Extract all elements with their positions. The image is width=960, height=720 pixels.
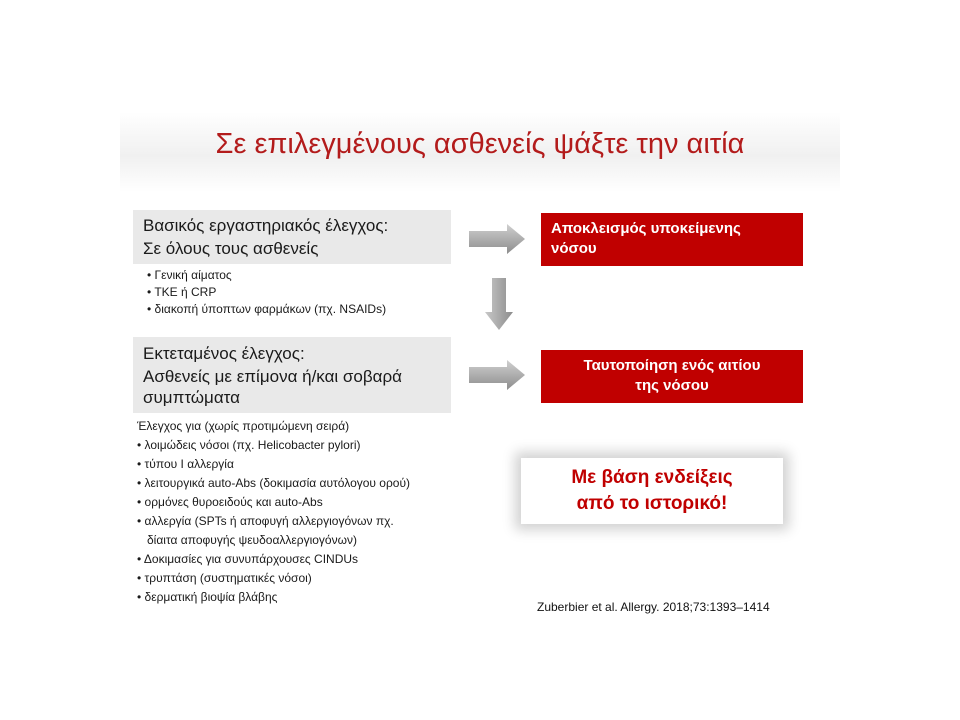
list-item: • ορμόνες θυροειδούς και auto-Abs (137, 493, 497, 512)
list-item: • TKE ή CRP (147, 284, 386, 301)
extended-testing-list (137, 417, 497, 607)
list-item: • τύπου I αλλεργία (137, 455, 497, 474)
extended-testing-subtitle (143, 366, 402, 408)
basic-result-line1: Αποκλεισμός υποκείμενης (551, 220, 741, 237)
list-intro: Έλεγχος για (χωρίς προτιμώμενη σειρά) (137, 419, 350, 433)
extended-result-line1: Ταυτοποίηση ενός αιτίου (583, 357, 761, 374)
basic-result-box (541, 213, 803, 266)
history-callout (521, 458, 783, 524)
callout-line1: Με βάση ενδείξεις (571, 467, 733, 488)
title-band (120, 112, 840, 192)
list-item: • λειτουργικά auto-Abs (δοκιμασία αυτόλογου ορού) (137, 474, 497, 493)
extended-result-line2: της νόσου (635, 377, 709, 394)
list-item: • δερματική βιοψία βλάβης (137, 588, 497, 607)
basic-testing-list (147, 267, 386, 318)
extended-result-box (541, 350, 803, 403)
down-arrow-icon (485, 278, 513, 330)
list-item-continuation: δίαιτα αποφυγής ψευδοαλλεργιογόνων) (147, 533, 357, 547)
list-item: • αλλεργία (SPTs ή αποφυγή αλλεργιογόνων πχ. (137, 512, 497, 531)
basic-testing-subtitle: Σε όλους τους ασθενείς (143, 239, 319, 258)
basic-testing-box (133, 210, 451, 264)
citation: Zuberbier et al. Allergy. 2018;73:1393–1414 (537, 600, 770, 614)
callout-line2: από το ιστορικό! (576, 493, 728, 514)
list-item: • Δοκιμασίες για συνυπάρχουσες CINDUs (137, 550, 497, 569)
list-item: • λοιμώδεις νόσοι (πχ. Helicobacter pylori) (137, 436, 497, 455)
right-arrow-icon (469, 360, 525, 390)
extended-subtitle-line2: συμπτώματα (143, 388, 240, 407)
slide-title: Σε επιλεγμένους ασθενείς ψάξτε την αιτία (215, 128, 745, 160)
basic-result-line2: νόσου (551, 240, 597, 257)
list-item: • διακοπή ύποπτων φαρμάκων (πχ. NSAIDs) (147, 301, 386, 318)
right-arrow-icon (469, 224, 525, 254)
list-item: • τρυπτάση (συστηματικές νόσοι) (137, 569, 497, 588)
basic-testing-title: Βασικός εργαστηριακός έλεγχος: (143, 216, 389, 235)
extended-testing-box (133, 337, 451, 413)
extended-testing-title: Εκτεταμένος έλεγχος: (143, 344, 305, 363)
list-item: • Γενική αίματος (147, 267, 386, 284)
extended-subtitle-line1: Ασθενείς με επίμονα ή/και σοβαρά (143, 367, 402, 386)
